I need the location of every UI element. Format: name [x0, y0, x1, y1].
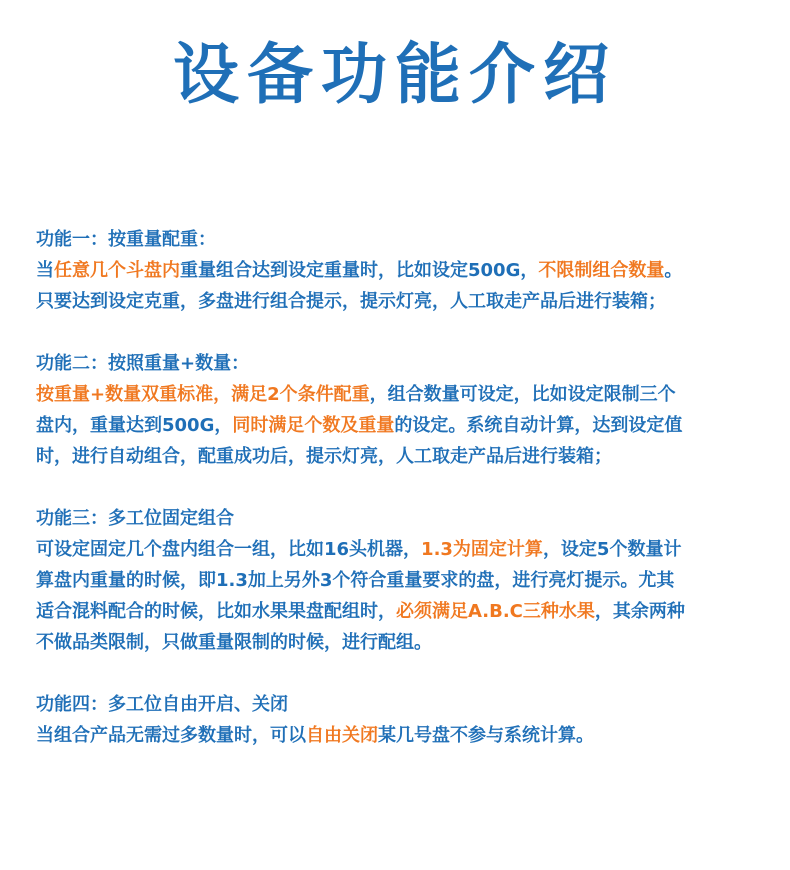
body-text: 可设定固定几个盘内组合一组，比如16头机器， — [36, 539, 422, 560]
feature-section-3 — [36, 503, 776, 658]
body-text: 的设定。系统自动计算，达到设定值 — [394, 415, 683, 436]
highlight-text: 不限制组合数量 — [538, 260, 665, 281]
feature-text-line — [36, 286, 776, 317]
highlight-text: 必须满足A.B.C三种水果 — [396, 601, 595, 622]
body-text: 只要达到设定克重，多盘进行组合提示，提示灯亮，人工取走产品后进行装箱； — [36, 291, 666, 312]
feature-section-2 — [36, 348, 776, 472]
highlight-text: 自由关闭 — [306, 725, 378, 746]
feature-text-line — [36, 379, 776, 410]
feature-text-line — [36, 255, 776, 286]
body-text: 当组合产品无需过多数量时，可以 — [36, 725, 306, 746]
feature-list — [36, 224, 776, 782]
body-text: 时，进行自动组合，配重成功后，提示灯亮，人工取走产品后进行装箱； — [36, 446, 612, 467]
page-title: 设备功能介绍 — [173, 36, 617, 113]
feature-heading: 功能二：按照重量+数量： — [36, 353, 250, 374]
body-text: 适合混料配合的时候，比如水果果盘配组时， — [36, 601, 396, 622]
highlight-text: 同时满足个数及重量 — [232, 415, 395, 436]
body-text: 当 — [36, 260, 54, 281]
body-text: ，其余两种 — [594, 601, 685, 622]
feature-section-4 — [36, 689, 776, 751]
body-text: 。 — [664, 260, 683, 281]
feature-text-line — [36, 534, 776, 565]
feature-heading: 功能四：多工位自由开启、关闭 — [36, 694, 288, 715]
highlight-text: 1.3为固定计算 — [421, 539, 543, 560]
highlight-text: 任意几个斗盘内 — [54, 260, 180, 281]
body-text: 盘内，重量达到500G， — [36, 415, 233, 436]
feature-text-line — [36, 720, 776, 751]
body-text: 不做品类限制，只做重量限制的时候，进行配组。 — [36, 632, 432, 653]
body-text: 算盘内重量的时候，即1.3加上另外3个符合重量要求的盘，进行亮灯提示。尤其 — [36, 570, 675, 591]
feature-text-line — [36, 441, 776, 472]
body-text: 某几号盘不参与系统计算。 — [378, 725, 594, 746]
body-text: 重量组合达到设定重量时，比如设定500G， — [180, 260, 539, 281]
feature-text-line — [36, 596, 776, 627]
body-text: ，设定5个数量计 — [542, 539, 682, 560]
feature-text-line — [36, 565, 776, 596]
feature-section-1 — [36, 224, 776, 317]
body-text: ，组合数量可设定，比如设定限制三个 — [369, 384, 676, 405]
feature-text-line — [36, 410, 776, 441]
feature-text-line — [36, 627, 776, 658]
feature-heading: 功能三：多工位固定组合 — [36, 508, 234, 529]
highlight-text: 按重量+数量双重标准，满足2个条件配重 — [36, 384, 370, 405]
feature-heading: 功能一：按重量配重： — [36, 229, 216, 250]
